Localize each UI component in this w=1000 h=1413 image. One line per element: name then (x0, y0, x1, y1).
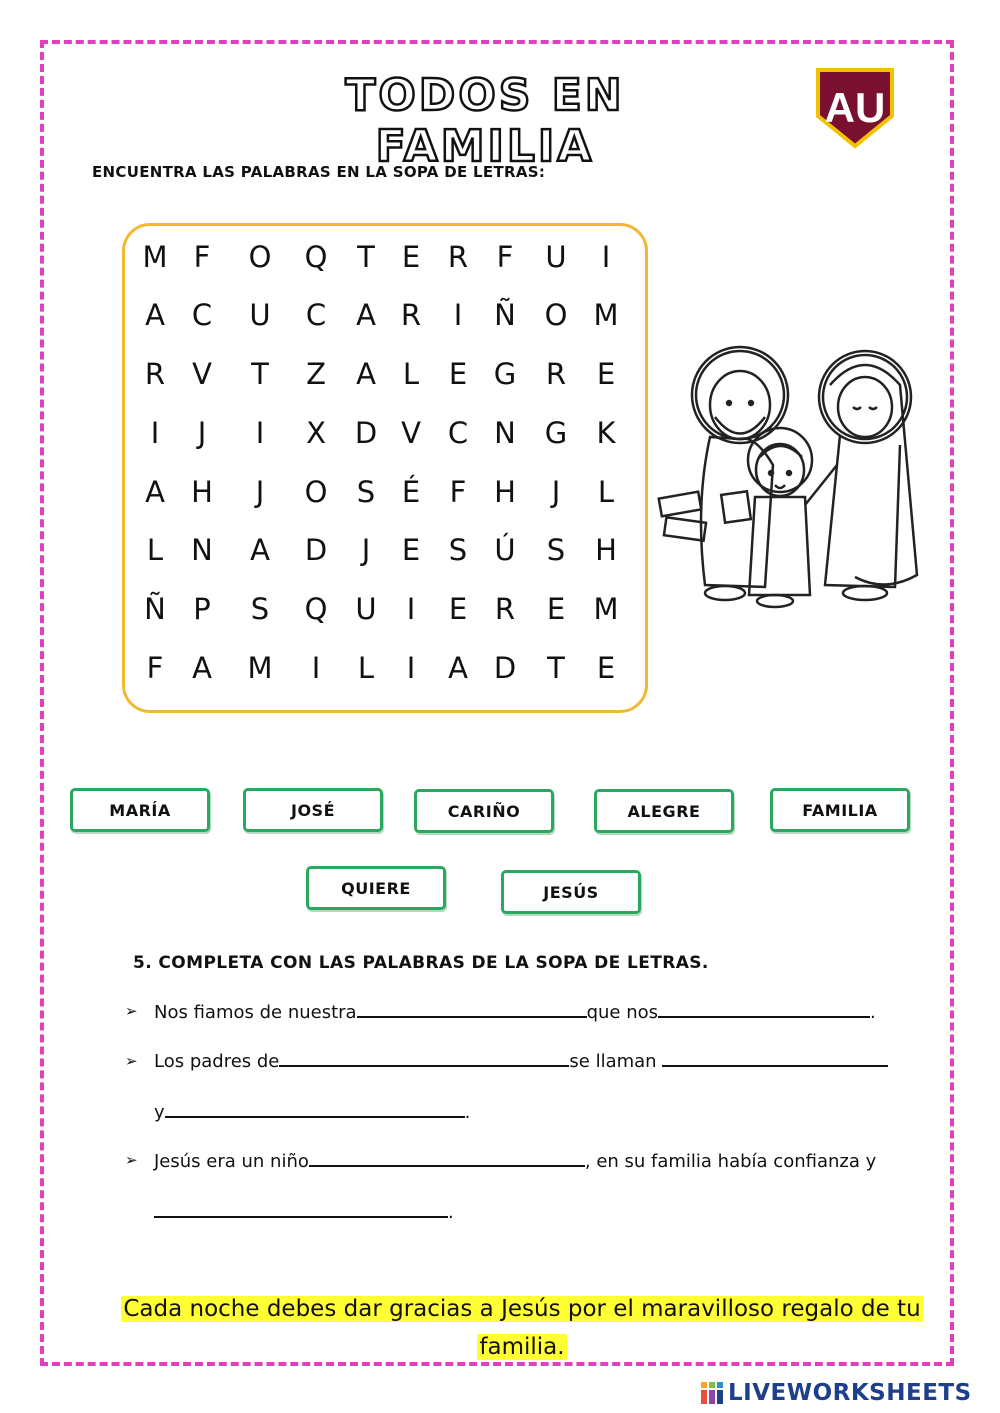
closing-message-line-1: Cada noche debes dar gracias a Jesús por el maravilloso regalo de tu (123, 1296, 921, 1322)
word-chip-maria[interactable]: MARÍA (70, 788, 210, 832)
sentence-3-part-a: y (154, 1102, 165, 1123)
grid-letter[interactable]: S (546, 533, 566, 567)
grid-letter[interactable]: A (145, 298, 165, 332)
word-chip-familia[interactable]: FAMILIA (770, 788, 910, 832)
sentence-1 (154, 998, 876, 1023)
grid-letter[interactable]: U (249, 298, 271, 332)
grid-letter[interactable]: R (144, 357, 166, 391)
grid-letter[interactable]: C (191, 298, 213, 332)
grid-letter[interactable]: D (354, 416, 378, 450)
grid-letter[interactable]: P (193, 592, 211, 626)
logo-text: AU (824, 84, 886, 131)
grid-letter[interactable]: É (401, 475, 421, 509)
grid-letter[interactable]: J (361, 533, 371, 567)
sentence-4-part-b: , en su familia había confianza y (584, 1151, 877, 1172)
answer-blank-7[interactable] (154, 1198, 448, 1218)
grid-letter[interactable]: H (494, 475, 516, 509)
holy-family-illustration (655, 325, 945, 625)
grid-letter[interactable]: I (406, 651, 416, 685)
grid-letter[interactable]: G (493, 357, 517, 391)
word-chip-jose[interactable]: JOSÉ (243, 788, 383, 832)
grid-letter[interactable]: I (255, 416, 265, 450)
grid-letter[interactable]: J (551, 475, 561, 509)
grid-letter[interactable]: M (142, 240, 168, 274)
grid-letter[interactable]: A (356, 298, 376, 332)
bullet-icon: ➢ (125, 1052, 138, 1070)
sentence-4 (154, 1147, 876, 1172)
grid-letter[interactable]: D (304, 533, 328, 567)
word-chip-jesus[interactable]: JESÚS (501, 870, 641, 914)
grid-letter[interactable]: M (247, 651, 273, 685)
grid-row (130, 592, 630, 632)
sentence-5-end: . (448, 1202, 454, 1223)
grid-letter[interactable]: R (447, 240, 469, 274)
grid-row (130, 416, 630, 456)
grid-letter[interactable]: Ñ (494, 298, 516, 332)
grid-letter[interactable]: U (545, 240, 567, 274)
grid-letter[interactable]: S (250, 592, 270, 626)
grid-letter[interactable]: A (145, 475, 165, 509)
answer-blank-1[interactable] (357, 998, 587, 1018)
grid-letter[interactable]: I (406, 592, 416, 626)
grid-letter[interactable]: F (449, 475, 467, 509)
grid-letter[interactable]: L (146, 533, 164, 567)
sentence-2-part-a: Los padres de (154, 1051, 280, 1072)
grid-letter[interactable]: E (448, 357, 468, 391)
grid-letter[interactable]: Q (304, 240, 328, 274)
bullet-icon: ➢ (125, 1151, 138, 1169)
grid-letter[interactable]: F (146, 651, 164, 685)
grid-letter[interactable]: T (251, 357, 269, 391)
grid-row (130, 533, 630, 573)
closing-message (92, 1290, 952, 1366)
grid-letter[interactable]: R (400, 298, 422, 332)
exercise-title: 5. COMPLETA CON LAS PALABRAS DE LA SOPA DE LETRAS. (133, 953, 709, 973)
word-chip-quiere[interactable]: QUIERE (306, 866, 446, 910)
grid-letter[interactable]: Ñ (144, 592, 166, 626)
school-logo (812, 64, 898, 150)
grid-letter[interactable]: G (544, 416, 568, 450)
grid-letter[interactable]: I (453, 298, 463, 332)
grid-letter[interactable]: S (356, 475, 376, 509)
page-title: TODOS EN FAMILIA (345, 70, 625, 172)
grid-letter[interactable]: V (401, 416, 421, 450)
grid-letter[interactable]: S (448, 533, 468, 567)
grid-letter[interactable]: A (250, 533, 270, 567)
grid-letter[interactable]: Z (306, 357, 326, 391)
grid-letter[interactable]: A (448, 651, 468, 685)
sentence-4-part-a: Jesús era un niño (154, 1151, 309, 1172)
sentence-5 (154, 1198, 454, 1223)
grid-letter[interactable]: N (191, 533, 213, 567)
grid-row (130, 240, 630, 280)
brand-name: LIVEWORKSHEETS (728, 1380, 972, 1406)
grid-letter[interactable]: T (357, 240, 375, 274)
grid-letter[interactable]: A (356, 357, 376, 391)
grid-letter[interactable]: C (305, 298, 327, 332)
grid-letter[interactable]: E (448, 592, 468, 626)
grid-letter[interactable]: D (493, 651, 517, 685)
grid-letter[interactable]: I (150, 416, 160, 450)
grid-letter[interactable]: J (197, 416, 207, 450)
bullet-icon: ➢ (125, 1002, 138, 1020)
grid-letter[interactable]: I (601, 240, 611, 274)
answer-blank-3[interactable] (279, 1047, 569, 1067)
liveworksheets-brand[interactable] (700, 1378, 972, 1408)
word-chip-carino[interactable]: CARIÑO (414, 789, 554, 833)
word-chip-alegre[interactable]: ALEGRE (594, 789, 734, 833)
grid-letter[interactable]: Ú (494, 533, 516, 567)
grid-row (130, 357, 630, 397)
grid-letter[interactable]: O (544, 298, 568, 332)
grid-letter[interactable]: C (447, 416, 469, 450)
grid-letter[interactable]: Q (304, 592, 328, 626)
sentence-2-part-b: se llaman (569, 1051, 657, 1072)
grid-letter[interactable]: V (192, 357, 212, 391)
sentence-1-part-a: Nos fiamos de nuestra (154, 1002, 357, 1023)
grid-letter[interactable]: J (255, 475, 265, 509)
sentence-1-end: . (870, 1002, 876, 1023)
grid-letter[interactable]: A (192, 651, 212, 685)
grid-letter[interactable]: E (401, 240, 421, 274)
closing-message-line-2: familia. (479, 1334, 565, 1360)
grid-letter[interactable]: F (193, 240, 211, 274)
grid-row (130, 298, 630, 338)
grid-letter[interactable]: L (402, 357, 420, 391)
grid-letter[interactable]: M (593, 592, 619, 626)
answer-blank-2[interactable] (658, 998, 870, 1018)
grid-letter[interactable]: H (191, 475, 213, 509)
instruction-text: ENCUENTRA LAS PALABRAS EN LA SOPA DE LETRAS: (92, 163, 546, 181)
sentence-1-part-b: que nos (586, 1002, 659, 1023)
grid-letter[interactable]: O (248, 240, 272, 274)
grid-letter[interactable]: E (596, 651, 616, 685)
grid-letter[interactable]: E (596, 357, 616, 391)
liveworksheets-logo-icon (700, 1381, 724, 1405)
answer-blank-6[interactable] (309, 1147, 585, 1167)
grid-letter[interactable]: R (545, 357, 567, 391)
word-search-box (122, 223, 648, 713)
sentence-3 (154, 1098, 470, 1123)
sentence-3-end: . (464, 1102, 471, 1123)
grid-letter[interactable]: E (401, 533, 421, 567)
answer-blank-4[interactable] (662, 1047, 888, 1067)
grid-letter[interactable]: R (494, 592, 516, 626)
grid-letter[interactable]: H (595, 533, 617, 567)
grid-letter[interactable]: X (306, 416, 326, 450)
grid-row (130, 651, 630, 691)
grid-letter[interactable]: F (496, 240, 514, 274)
grid-letter[interactable]: O (304, 475, 328, 509)
grid-letter[interactable]: E (546, 592, 566, 626)
grid-letter[interactable]: T (547, 651, 565, 685)
grid-letter[interactable]: U (355, 592, 377, 626)
grid-letter[interactable]: L (597, 475, 615, 509)
grid-letter[interactable]: M (593, 298, 619, 332)
answer-blank-5[interactable] (165, 1098, 465, 1118)
sentence-2 (154, 1047, 888, 1072)
grid-letter[interactable]: L (357, 651, 375, 685)
grid-row (130, 475, 630, 515)
grid-letter[interactable]: N (494, 416, 516, 450)
grid-letter[interactable]: K (596, 416, 616, 450)
grid-letter[interactable]: I (311, 651, 321, 685)
